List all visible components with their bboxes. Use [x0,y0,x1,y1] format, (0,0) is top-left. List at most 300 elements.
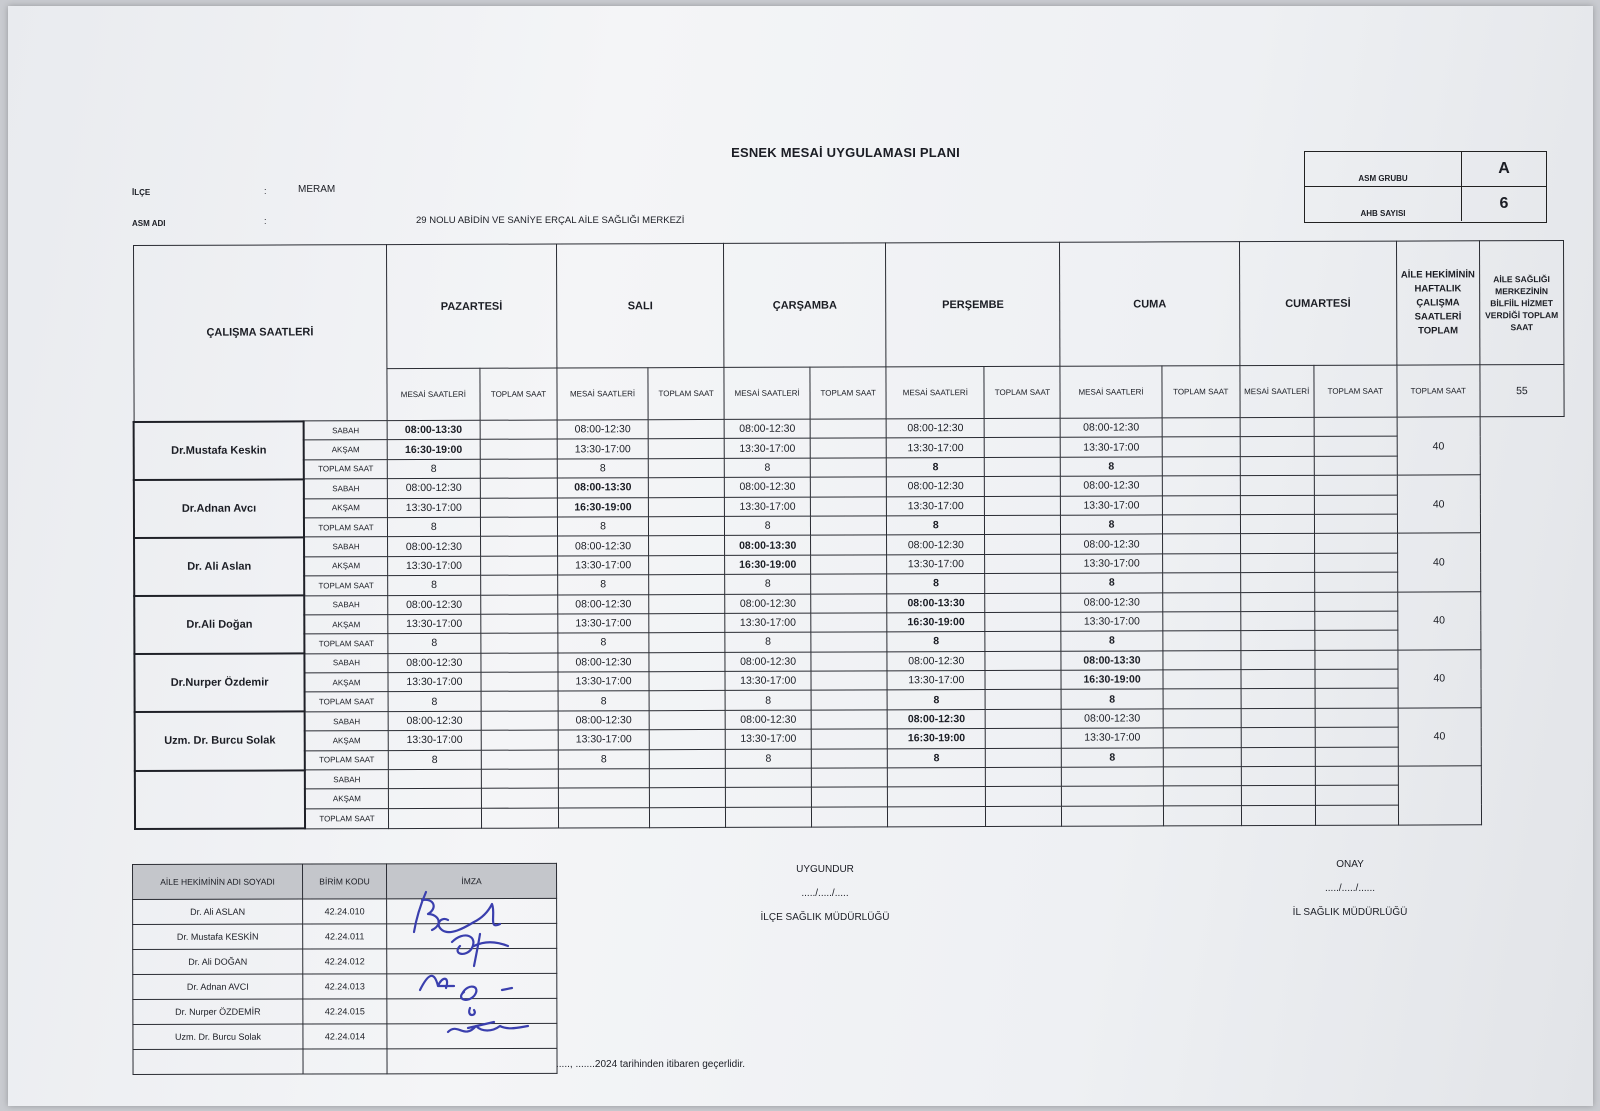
day-total-cell [1314,533,1397,553]
shift-hours-cell [388,808,481,828]
day-total-cell [1314,456,1397,476]
day-total-cell [1162,418,1240,438]
shift-hours-cell: 13:30-17:00 [558,672,649,692]
shift-hours-cell: 13:30-17:00 [388,614,481,634]
shift-hours-cell: 08:00-12:30 [725,710,811,730]
day-total-cell [812,787,888,807]
day-total-cell [811,690,887,710]
shift-hours-cell: 08:00-12:30 [724,477,810,497]
day-0-mesai-subheader: MESAİ SAATLERİ [387,368,480,420]
shift-hours-cell [888,768,986,788]
day-total-cell [1162,534,1240,554]
shift-hours-cell: 8 [388,692,481,712]
shift-hours-cell: 08:00-13:30 [557,478,648,498]
day-total-cell [1162,553,1240,573]
shift-hours-cell: 13:30-17:00 [558,730,649,750]
doctor-name: Dr.Mustafa Keskin [134,421,304,480]
day-total-cell [1315,805,1398,825]
shift-hours-cell [1241,766,1315,786]
weekly-total-cell: 40 [1398,708,1481,766]
day-3-mesai-subheader: MESAİ SAATLERİ [886,367,984,419]
shift-hours-cell: 8 [1062,748,1163,768]
shift-hours-cell: 8 [558,633,649,653]
shift-hours-cell: 08:00-12:30 [387,595,480,615]
sig-header-name: AİLE HEKİMİNİN ADI SOYADI [133,864,303,899]
shift-label: AKŞAM [305,789,388,809]
shift-hours-cell: 13:30-17:00 [1061,495,1162,515]
doctor-name [135,770,305,829]
day-total-cell [986,806,1062,826]
shift-hours-cell: 08:00-12:30 [387,537,480,557]
unit-code: 42.24.014 [303,1024,387,1049]
day-total-cell [1314,417,1397,437]
schedule-row [135,804,1566,829]
shift-label: AKŞAM [305,673,388,693]
shift-hours-cell: 8 [887,748,985,768]
day-header-friday: CUMA [1060,242,1240,367]
shift-hours-cell: 13:30-17:00 [388,672,481,692]
day-total-cell [1163,747,1241,767]
shift-hours-cell: 13:30-17:00 [887,671,985,691]
physician-name: Dr. Ali DOĞAN [133,949,303,974]
day-total-cell [1163,689,1241,709]
shift-hours-cell [1241,689,1315,709]
day-total-cell [985,476,1061,496]
district-approval-title: UYGUNDUR [796,864,854,875]
day-total-cell [650,807,726,827]
day-total-cell [648,458,724,478]
shift-hours-cell: 13:30-17:00 [558,555,649,575]
shift-hours-cell: 13:30-17:00 [1061,554,1162,574]
shift-hours-cell [1240,514,1314,534]
day-total-cell [811,671,887,691]
physician-name: Dr. Adnan AVCI [133,974,303,999]
day-total-cell [649,575,725,595]
shift-label: TOPLAM SAAT [305,634,388,654]
day-total-cell [1163,631,1241,651]
shift-hours-cell [388,789,481,809]
shift-hours-cell: 08:00-12:30 [1061,418,1162,438]
day-total-cell [481,730,558,750]
shift-label: AKŞAM [304,440,387,460]
weekly-total-cell: 40 [1397,417,1480,475]
sig-header-signature: İMZA [387,863,557,898]
day-total-cell [985,457,1061,477]
province-approval-date: ...../...../...... [1324,883,1375,894]
day-total-cell [1162,476,1240,496]
shift-hours-cell [1241,708,1315,728]
day-total-cell [811,632,887,652]
center-total-cell: 55 [1480,365,1564,417]
shift-hours-cell: 13:30-17:00 [1061,612,1162,632]
shift-hours-cell: 8 [558,691,649,711]
shift-hours-cell: 08:00-12:30 [724,419,810,439]
day-total-cell [811,652,887,672]
day-total-cell [649,613,725,633]
asm-name-label: ASM ADI [132,219,166,228]
day-total-cell [1162,573,1240,593]
day-total-cell [985,690,1061,710]
shift-hours-cell [1241,786,1315,806]
shift-hours-cell: 8 [387,459,480,479]
day-total-cell [1314,436,1397,456]
unit-code: 42.24.010 [303,899,387,924]
shift-hours-cell: 13:30-17:00 [1062,728,1163,748]
day-total-cell [985,496,1061,516]
shift-hours-cell: 08:00-12:30 [725,652,811,672]
day-0-toplam-subheader: TOPLAM SAAT [480,368,557,420]
doctor-name: Dr.Adnan Avcı [134,479,304,538]
weekly-total-cell: 40 [1397,475,1480,533]
asm-name-colon: : [264,216,267,226]
shift-label: SABAH [305,653,388,673]
weekly-total-cell [1398,766,1481,825]
shift-hours-cell: 08:00-12:30 [887,535,985,555]
day-total-cell [986,767,1062,787]
shift-hours-cell: 08:00-13:30 [887,593,985,613]
shift-hours-cell [1241,631,1315,651]
shift-label: SABAH [305,711,388,731]
shift-hours-cell [558,808,649,828]
day-total-cell [1162,495,1240,515]
shift-hours-cell: 8 [724,458,810,478]
shift-hours-cell: 13:30-17:00 [558,614,649,634]
shift-hours-cell [1062,767,1163,787]
day-total-cell [1163,728,1241,748]
handwritten-signatures-icon [408,890,548,1050]
day-total-cell [1163,650,1241,670]
shift-label: AKŞAM [304,615,387,635]
ahb-count-label: AHB SAYISI [1305,187,1462,221]
center-hours-header: AİLE SAĞLIĞI MERKEZİNİN BİLFİİL HİZMET VERDİĞİ TOPLAM SAAT [1479,241,1564,365]
day-total-cell [1314,514,1397,534]
shift-hours-cell: 8 [725,516,811,536]
day-total-cell [810,438,886,458]
shift-hours-cell: 13:30-17:00 [724,497,810,517]
shift-hours-cell: 16:30-19:00 [725,555,811,575]
day-total-cell [1315,727,1398,747]
shift-hours-cell: 8 [886,457,984,477]
day-total-cell [985,438,1061,458]
weekly-total-cell: 40 [1398,649,1481,707]
shift-hours-cell: 08:00-12:30 [886,477,984,497]
shift-label: SABAH [304,421,387,441]
day-total-cell [650,788,726,808]
shift-hours-cell: 13:30-17:00 [388,731,481,751]
day-header-wednesday: ÇARŞAMBA [724,243,887,368]
shift-hours-cell: 08:00-12:30 [887,709,985,729]
shift-hours-cell: 08:00-12:30 [886,419,984,439]
day-total-cell [648,478,724,498]
document-title: ESNEK MESAİ UYGULAMASI PLANI [731,145,960,160]
shift-hours-cell: 08:00-13:30 [1061,651,1162,671]
shift-hours-cell: 8 [557,458,648,478]
shift-hours-cell: 8 [887,574,985,594]
day-total-cell [481,769,558,789]
day-total-cell [985,554,1061,574]
day-header-saturday: CUMARTESİ [1239,241,1396,366]
shift-hours-cell: 8 [725,632,811,652]
day-total-cell [649,594,725,614]
shift-label: SABAH [304,537,387,557]
day-total-cell [1315,708,1398,728]
day-total-cell [1162,456,1240,476]
day-total-cell [481,614,558,634]
shift-hours-cell: 8 [388,634,481,654]
shift-hours-cell: 8 [387,575,480,595]
shift-hours-cell: 13:30-17:00 [886,438,984,458]
shift-hours-cell: 16:30-19:00 [557,497,648,517]
day-header-thursday: PERŞEMBE [886,242,1061,367]
province-approval-block [1265,853,1435,925]
day-total-cell [1314,475,1397,495]
shift-hours-cell [558,788,649,808]
shift-hours-cell [558,769,649,789]
day-2-mesai-subheader: MESAİ SAATLERİ [724,367,810,419]
ilce-label: İLÇE [132,188,151,197]
shift-hours-cell: 8 [1061,631,1162,651]
shift-hours-cell [1240,592,1314,612]
day-total-cell [481,750,558,770]
unit-code: 42.24.011 [303,924,387,949]
shift-hours-cell: 08:00-12:30 [557,420,648,440]
shift-hours-cell [1240,437,1314,457]
day-total-cell [811,710,887,730]
unit-code: 42.24.015 [303,999,387,1024]
shift-hours-cell [1240,611,1314,631]
shift-hours-cell: 13:30-17:00 [1061,437,1162,457]
day-total-cell [649,749,725,769]
shift-hours-cell: 8 [1061,573,1162,593]
shift-hours-cell [888,806,986,826]
asm-info-box [1304,151,1547,223]
shift-hours-cell [1241,669,1315,689]
day-total-cell [986,748,1062,768]
day-total-cell [985,515,1061,535]
physician-name: Uzm. Dr. Burcu Solak [133,1024,303,1049]
shift-hours-cell: 08:00-12:30 [1062,709,1163,729]
unit-code [303,1049,387,1074]
day-total-cell [480,420,557,440]
day-total-cell [986,709,1062,729]
shift-hours-cell: 13:30-17:00 [887,554,985,574]
shift-hours-cell [1240,476,1314,496]
day-total-cell [1162,612,1240,632]
shift-hours-cell: 13:30-17:00 [725,671,811,691]
physician-name [133,1049,303,1074]
day-total-cell [811,496,887,516]
day-1-toplam-subheader: TOPLAM SAAT [648,367,724,419]
day-total-cell [1163,805,1241,825]
day-total-cell [1314,611,1397,631]
shift-hours-cell: 8 [725,574,811,594]
shift-hours-cell: 8 [887,690,985,710]
day-total-cell [649,633,725,653]
shift-hours-cell: 8 [1061,515,1162,535]
day-4-toplam-subheader: TOPLAM SAAT [1162,366,1240,418]
shift-hours-cell [1240,553,1314,573]
day-total-cell [1163,767,1241,787]
day-header-monday: PAZARTESİ [386,244,557,369]
day-total-cell [649,536,725,556]
asm-group-value: A [1498,160,1510,177]
shift-hours-cell: 13:30-17:00 [725,729,811,749]
day-total-cell [1315,766,1398,786]
day-total-cell [986,787,1062,807]
day-total-cell [1314,572,1397,592]
shift-hours-cell: 8 [558,749,649,769]
day-total-cell [481,595,558,615]
day-3-toplam-subheader: TOPLAM SAAT [984,366,1060,418]
day-total-cell [481,575,558,595]
day-total-cell [985,670,1061,690]
day-total-cell [985,573,1061,593]
district-approval-org: İLÇE SAĞLIK MÜDÜRLÜĞÜ [760,912,890,923]
day-total-cell [810,419,886,439]
day-total-cell [810,458,886,478]
shift-hours-cell: 8 [388,750,481,770]
shift-hours-cell: 16:30-19:00 [1061,670,1162,690]
day-total-cell [812,807,888,827]
unit-code: 42.24.013 [303,974,387,999]
day-total-cell [1315,786,1398,806]
shift-label: SABAH [304,595,387,615]
day-1-mesai-subheader: MESAİ SAATLERİ [557,368,648,420]
day-total-cell [985,651,1061,671]
shift-hours-cell [1240,495,1314,515]
table-corner-header: ÇALIŞMA SAATLERİ [133,245,387,422]
day-total-cell [481,711,558,731]
day-total-cell [985,612,1061,632]
day-total-cell [1162,515,1240,535]
sig-header-code: BİRİM KODU [303,864,387,899]
day-total-cell [985,418,1061,438]
shift-hours-cell: 08:00-12:30 [1061,476,1162,496]
schedule-table [132,240,1566,830]
shift-hours-cell [388,769,481,789]
shift-label: SABAH [305,770,388,790]
physician-name: Dr. Nurper ÖZDEMİR [133,999,303,1024]
shift-label: TOPLAM SAAT [305,808,388,828]
day-total-cell [648,419,724,439]
shift-label: AKŞAM [304,498,387,518]
day-total-cell [481,633,558,653]
shift-hours-cell [1062,786,1163,806]
shift-label: AKŞAM [305,731,388,751]
day-total-cell [811,535,887,555]
shift-hours-cell: 13:30-17:00 [387,556,480,576]
shift-hours-cell: 13:30-17:00 [724,439,810,459]
day-total-cell [985,535,1061,555]
shift-hours-cell [726,807,812,827]
day-header-tuesday: SALI [556,243,724,368]
shift-hours-cell: 13:30-17:00 [557,439,648,459]
shift-hours-cell: 8 [887,632,985,652]
shift-hours-cell: 08:00-13:30 [387,420,480,440]
day-total-cell [480,478,557,498]
day-total-cell [480,536,557,556]
shift-hours-cell [888,787,986,807]
day-total-cell [1315,650,1398,670]
day-total-cell [648,439,724,459]
province-approval-org: İL SAĞLIK MÜDÜRLÜĞÜ [1292,907,1408,918]
day-total-cell [812,768,888,788]
day-total-cell [480,498,557,518]
ilce-value: MERAM [298,184,336,195]
doctor-name: Dr.Nurper Özdemir [134,654,304,713]
shift-hours-cell: 8 [387,517,480,537]
shift-hours-cell: 08:00-12:30 [725,594,811,614]
day-total-cell [1163,786,1241,806]
weekly-total-cell: 40 [1397,533,1480,591]
shift-hours-cell: 8 [725,749,811,769]
shift-hours-cell [1241,650,1315,670]
district-approval-date: ...../...../..... [801,888,849,899]
doctor-name: Dr. Ali Aslan [134,537,304,596]
day-total-cell [649,672,725,692]
validity-note: ....., .......2024 tarihinden itibaren geçerlidir. [556,1059,745,1070]
shift-hours-cell: 8 [558,575,649,595]
shift-label: TOPLAM SAAT [305,692,388,712]
day-total-cell [1162,592,1240,612]
signature-cell [387,1048,557,1073]
shift-hours-cell: 16:30-19:00 [387,440,480,460]
weekly-total-cell: 40 [1397,591,1480,649]
day-2-toplam-subheader: TOPLAM SAAT [810,367,886,419]
shift-hours-cell [1241,805,1315,825]
shift-hours-cell: 16:30-19:00 [887,612,985,632]
day-5-mesai-subheader: MESAİ SAATLERİ [1240,365,1314,417]
shift-hours-cell: 8 [887,515,985,535]
day-total-cell [1162,437,1240,457]
shift-hours-cell: 08:00-12:30 [388,653,481,673]
shift-hours-cell [1241,728,1315,748]
shift-hours-cell [1240,417,1314,437]
day-total-cell [481,556,558,576]
day-5-toplam-subheader: TOPLAM SAAT [1314,365,1397,417]
shift-hours-cell: 8 [1061,689,1162,709]
district-approval-block [740,858,910,930]
day-total-cell [811,749,887,769]
signature-row [133,1048,557,1074]
shift-label: TOPLAM SAAT [304,459,387,479]
day-total-cell [649,516,725,536]
physician-name: Dr. Ali ASLAN [133,899,303,924]
day-total-cell [649,691,725,711]
shift-hours-cell: 13:30-17:00 [387,498,480,518]
shift-hours-cell [1240,456,1314,476]
shift-label: AKŞAM [304,556,387,576]
shift-label: TOPLAM SAAT [304,576,387,596]
day-total-cell [811,729,887,749]
shift-hours-cell: 08:00-12:30 [1061,534,1162,554]
shift-hours-cell: 08:00-12:30 [1061,592,1162,612]
day-total-cell [1315,669,1398,689]
day-total-cell [649,652,725,672]
day-4-mesai-subheader: MESAİ SAATLERİ [1060,366,1161,418]
shift-hours-cell: 13:30-17:00 [725,613,811,633]
day-total-cell [811,574,887,594]
day-total-cell [480,459,557,479]
day-total-cell [811,555,887,575]
shift-label: SABAH [304,479,387,499]
day-total-cell [1315,689,1398,709]
doctor-name: Dr.Ali Doğan [134,595,304,654]
physician-name: Dr. Mustafa KESKİN [133,924,303,949]
shift-hours-cell: 08:00-13:30 [725,535,811,555]
day-total-cell [649,768,725,788]
day-total-cell [480,517,557,537]
